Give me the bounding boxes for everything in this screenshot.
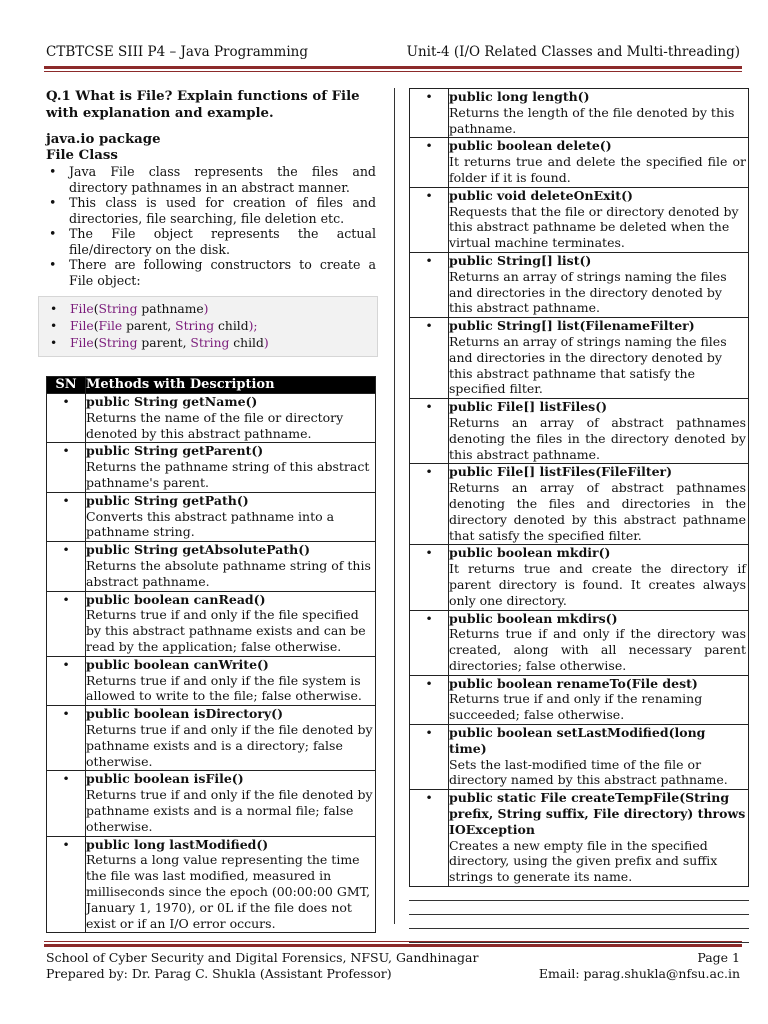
note-line [409, 928, 749, 929]
method-signature: public boolean isFile() [86, 771, 244, 787]
bullet-cell: • [47, 443, 86, 492]
method-description: Returns an array of abstract pathnames denoting the files in the directory denoted by this abstract pathname. [449, 414, 746, 462]
sn-header: SN [47, 377, 86, 394]
code-token: String [175, 319, 215, 333]
table-row [410, 399, 749, 464]
code-token: ) [263, 336, 269, 350]
method-description: Converts this abstract pathname into a pathname string. [86, 508, 335, 540]
method-description: Returns an array of strings naming the files and directories in the directory denoted by this abstract pathname. [449, 268, 727, 316]
method-cell [449, 138, 749, 187]
methods-header: Methods with Description [86, 377, 376, 394]
method-description: Returns true if and only if the directory was created, along with all necessary parent directories; false otherwise. [449, 626, 746, 673]
bullet-cell: • [47, 394, 86, 443]
code-token: File [70, 336, 94, 350]
method-signature: public boolean delete() [449, 138, 612, 154]
method-signature: public File[] listFiles(FileFilter) [449, 464, 673, 480]
bullet-cell: • [410, 318, 449, 399]
method-description: It returns true and delete the specified file or folder if it is found. [449, 154, 746, 185]
constructor-line [47, 335, 369, 352]
table-row [410, 725, 749, 790]
table-header-row [47, 377, 376, 394]
bullet-cell: • [47, 836, 86, 933]
code-token: File [70, 302, 94, 316]
table-row [410, 464, 749, 545]
table-row [410, 138, 749, 187]
method-cell [86, 771, 376, 836]
bullet-cell: • [410, 138, 449, 187]
method-description: Returns true if and only if the renaming succeeded; false otherwise. [449, 691, 703, 723]
method-cell [86, 656, 376, 705]
table-row [410, 675, 749, 724]
footer-email: Email: parag.shukla@nfsu.ac.in [538, 966, 740, 981]
method-cell [449, 89, 749, 138]
table-row [47, 706, 376, 771]
header-rule-thin [44, 71, 742, 72]
method-cell [86, 443, 376, 492]
method-signature: public boolean canRead() [86, 591, 266, 607]
bullet-cell: • [47, 656, 86, 705]
bullet-cell: • [47, 591, 86, 656]
method-signature: public void deleteOnExit() [449, 187, 633, 203]
footer-rule-thin [44, 941, 742, 942]
bullet-cell: • [47, 771, 86, 836]
footer-author: Prepared by: Dr. Parag C. Shukla (Assistant Professor) [46, 966, 392, 981]
code-token: String [98, 302, 138, 316]
bullet-cell: • [47, 706, 86, 771]
table-row [47, 656, 376, 705]
method-description: Requests that the file or directory denoted by this abstract pathname be deleted when the virtual machine terminates. [449, 203, 739, 251]
method-cell [86, 706, 376, 771]
method-cell [449, 790, 749, 887]
note-line [409, 900, 749, 901]
code-token: ) [203, 302, 209, 316]
method-signature: public boolean canWrite() [86, 656, 269, 672]
table-row [47, 836, 376, 933]
bullet-cell: • [410, 610, 449, 675]
code-token: parent, [122, 319, 176, 333]
methods-table-right [409, 88, 749, 887]
method-signature: public long lastModified() [86, 836, 269, 852]
table-row [410, 89, 749, 138]
method-cell [86, 591, 376, 656]
method-signature: public boolean renameTo(File dest) [449, 675, 698, 691]
method-cell [449, 318, 749, 399]
package-heading: java.io package [46, 132, 161, 147]
table-row [410, 252, 749, 317]
method-description: Returns a long value representing the time the file was last modified, measured in milliseconds since the epoch (00:00:00 GMT, January 1, 1970), or 0L if the file does not exist or if an I/O error occurs. [86, 852, 371, 931]
method-description: It returns true and create the directory if parent directory is found. It creates always only one directory. [449, 561, 746, 608]
note-line [409, 914, 749, 915]
code-token: parent, [137, 336, 191, 350]
method-description: Returns true if and only if the file denoted by pathname exists and is a normal file; false otherwise. [86, 787, 373, 834]
intro-bullets [46, 164, 376, 288]
constructor-line [47, 301, 369, 318]
code-token: pathname [137, 302, 204, 316]
code-token: ); [248, 319, 258, 333]
method-cell [449, 545, 749, 610]
method-signature: public long length() [449, 89, 590, 104]
table-row [410, 545, 749, 610]
table-row [410, 610, 749, 675]
list-item: • The File object represents the actual file/directory on the disk. [46, 226, 376, 257]
bullet-cell: • [47, 492, 86, 541]
table-row [47, 394, 376, 443]
constructor-line [47, 318, 369, 335]
list-item: • This class is used for creation of files and directories, file searching, file deletion etc. [46, 195, 376, 226]
method-signature: public File[] listFiles() [449, 399, 608, 415]
table-row [47, 492, 376, 541]
code-token: File [98, 319, 123, 333]
list-item: • Java File class represents the files and directory pathnames in an abstract manner. [46, 164, 376, 195]
method-description: Returns true if and only if the file denoted by pathname exists and is a directory; false otherwise. [86, 721, 373, 769]
bullet-cell: • [410, 545, 449, 610]
method-cell [449, 610, 749, 675]
bullet-cell: • [410, 675, 449, 724]
left-column [46, 88, 376, 933]
page-header [46, 44, 740, 64]
method-description: Returns the absolute pathname string of this abstract pathname. [86, 557, 371, 589]
code-token: child [214, 319, 249, 333]
bullet-cell: • [410, 187, 449, 252]
method-signature: public boolean mkdir() [449, 545, 611, 561]
method-cell [449, 399, 749, 464]
methods-table-left [46, 376, 376, 933]
method-description: Returns the length of the file denoted by this pathname. [449, 104, 735, 136]
method-description: Returns the pathname string of this abstract pathname's parent. [86, 459, 370, 490]
bullet-cell: • [410, 464, 449, 545]
table-row [47, 771, 376, 836]
table-row [410, 790, 749, 887]
footer-rule [44, 944, 742, 947]
right-column [409, 88, 749, 943]
method-signature: public boolean isDirectory() [86, 706, 283, 722]
bullet-cell: • [410, 790, 449, 887]
method-description: Sets the last-modified time of the file or directory named by this abstract pathname. [449, 756, 728, 788]
question-title: Q.1 What is File? Explain functions of File with explanation and example. [46, 89, 360, 121]
header-unit: Unit-4 (I/O Related Classes and Multi-threading) [406, 44, 740, 60]
method-signature: public String getName() [86, 394, 258, 409]
list-item: • There are following constructors to create a File object: [46, 257, 376, 288]
table-row [47, 542, 376, 591]
method-signature: public String getAbsolutePath() [86, 542, 311, 558]
bullet-cell: • [47, 542, 86, 591]
method-description: Returns the name of the file or directory denoted by this abstract pathname. [86, 409, 344, 441]
method-cell [86, 492, 376, 541]
method-signature: public String[] list() [449, 252, 592, 268]
method-description: Returns an array of abstract pathnames denoting the files and directories in the directory denoted by this abstract pathname that satisfy the specified filter. [449, 480, 746, 543]
code-token: File [70, 319, 94, 333]
bullet-cell: • [410, 725, 449, 790]
class-heading: File Class [46, 148, 118, 163]
method-cell [449, 725, 749, 790]
method-description: Returns an array of strings naming the files and directories in the directory denoted by this abstract pathname that satisfy the specified filter. [449, 333, 727, 397]
method-cell [86, 394, 376, 443]
method-cell [449, 252, 749, 317]
bullet-cell: • [410, 399, 449, 464]
header-rule [44, 66, 742, 69]
method-signature: public static File createTempFile(String prefix, String suffix, File directory) throws IOException [449, 790, 746, 837]
column-separator [394, 88, 395, 924]
method-cell [449, 187, 749, 252]
table-row [410, 187, 749, 252]
method-signature: public String getParent() [86, 443, 264, 459]
note-line [409, 942, 749, 943]
method-description: Returns true if and only if the file system is allowed to write to the file; false otherwise. [86, 672, 362, 704]
method-signature: public String getPath() [86, 492, 249, 508]
code-token: String [98, 336, 138, 350]
method-cell [86, 836, 376, 933]
method-signature: public boolean setLastModified(long time) [449, 725, 706, 756]
method-cell [449, 464, 749, 545]
method-cell [449, 675, 749, 724]
page-number: Page 1 [697, 950, 740, 965]
notes-lines [409, 900, 749, 943]
code-token: ( [93, 336, 99, 350]
footer-school: School of Cyber Security and Digital Forensics, NFSU, Gandhinagar [46, 950, 479, 965]
method-description: Creates a new empty file in the specified directory, using the given prefix and suffix strings to generate its name. [449, 837, 718, 885]
table-row [47, 591, 376, 656]
code-token: String [190, 336, 230, 350]
table-row [410, 318, 749, 399]
method-description: Returns true if and only if the file specified by this abstract pathname exists and can be read by the application; false otherwise. [86, 607, 366, 654]
bullet-cell: • [410, 252, 449, 317]
bullet-cell: • [410, 89, 449, 138]
code-token: child [229, 336, 264, 350]
header-course: CTBTCSE SIII P4 – Java Programming [46, 44, 309, 60]
table-row [47, 443, 376, 492]
method-signature: public boolean mkdirs() [449, 610, 618, 626]
code-token: ( [93, 319, 99, 333]
method-cell [86, 542, 376, 591]
method-signature: public String[] list(FilenameFilter) [449, 318, 695, 334]
code-token: ( [93, 302, 99, 316]
constructor-code-box [38, 296, 378, 357]
